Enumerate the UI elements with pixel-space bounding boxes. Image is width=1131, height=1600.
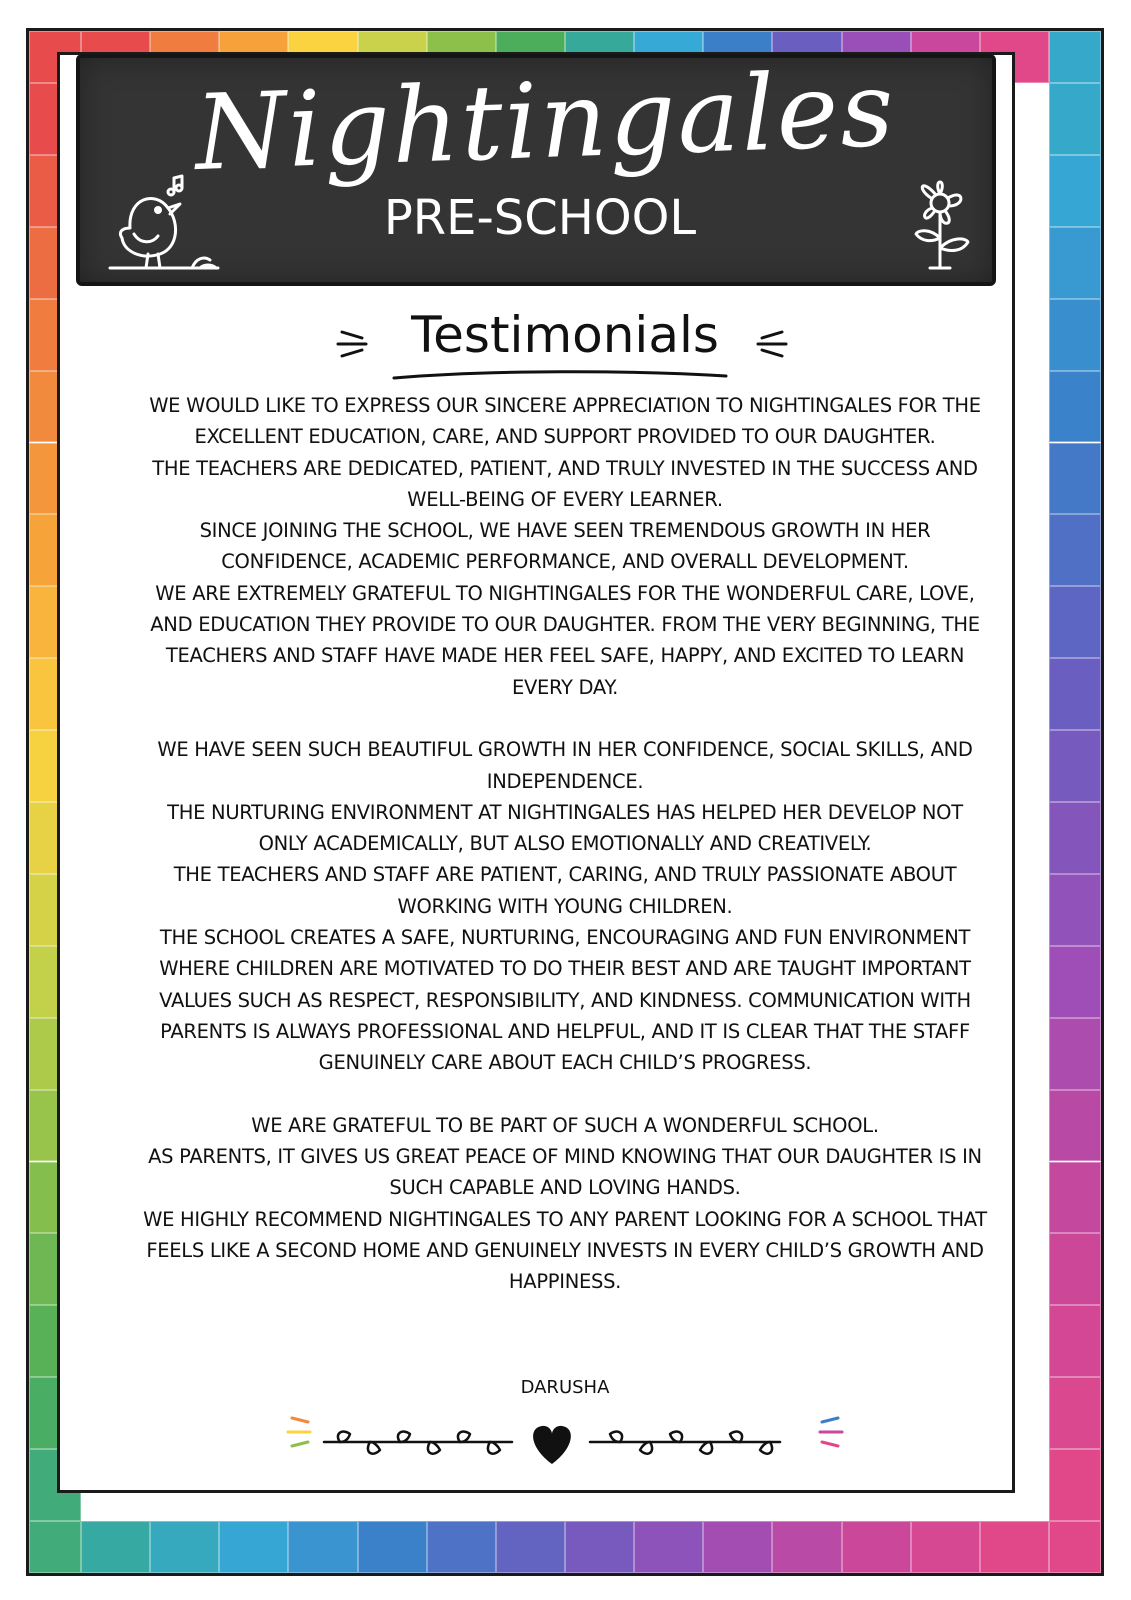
- border-tile: [1049, 83, 1101, 155]
- border-tile: [1049, 1162, 1101, 1234]
- testimonial-paragraph: THE TEACHERS AND STAFF ARE PATIENT, CARING, AND TRULY PASSIONATE ABOUT WORKING WITH YOUNG CHILDREN.: [173, 863, 957, 918]
- border-tile: [358, 1521, 427, 1573]
- border-tile: [288, 1521, 357, 1573]
- border-tile: [1049, 874, 1101, 946]
- testimonial-paragraph: THE NURTURING ENVIRONMENT AT NIGHTINGALES HAS HELPED HER DEVELOP NOT ONLY ACADEMICALLY, BUT ALSO EMOTIONALLY AND CREATIVELY.: [167, 800, 963, 856]
- border-tile: [911, 1521, 980, 1573]
- border-tile: [1049, 586, 1101, 658]
- signature: DARUSHA: [520, 1377, 610, 1398]
- testimonial-paragraph: THE TEACHERS ARE DEDICATED, PATIENT, AND TRULY INVESTED IN THE SUCCESS AND WELL-BEING OF EVERY LEARNER.: [152, 456, 978, 511]
- school-title: Nightingales: [193, 47, 898, 195]
- border-tile: [1049, 1449, 1101, 1521]
- border-tile: [842, 1521, 911, 1573]
- border-tile: [772, 1521, 841, 1573]
- border-tile: [1049, 227, 1101, 299]
- border-tile: [634, 1521, 703, 1573]
- border-tile: [1049, 658, 1101, 730]
- testimonial-paragraph: SINCE JOINING THE SCHOOL, WE HAVE SEEN TREMENDOUS GROWTH IN HER CONFIDENCE, ACADEMIC PERFORMANCE, AND OVERALL DEVELOPMENT.: [199, 519, 931, 574]
- border-tile: [1049, 1521, 1101, 1573]
- border-tile: [1049, 946, 1101, 1018]
- border-tile: [150, 1521, 219, 1573]
- border-tile: [1049, 1090, 1101, 1162]
- testimonial-paragraph: WE WOULD LIKE TO EXPRESS OUR SINCERE APPRECIATION TO NIGHTINGALES FOR THE EXCELLENT EDUCATION, CARE, AND SUPPORT PROVIDED TO OUR DAUGHTER.: [149, 394, 981, 449]
- testimonial-paragraph: WE HIGHLY RECOMMEND NIGHTINGALES TO ANY PARENT LOOKING FOR A SCHOOL THAT FEELS LIKE A SECOND HOME AND GENUINELY INVESTS IN EVERY CHILD’S GROWTH AND HAPPINESS.: [143, 1207, 987, 1294]
- border-tile: [980, 1521, 1049, 1573]
- testimonial-paragraph: THE SCHOOL CREATES A SAFE, NURTURING, ENCOURAGING AND FUN ENVIRONMENT WHERE CHILDREN ARE MOTIVATED TO DO THEIR BEST AND ARE TAUGHT IMPORTANT VALUES SUCH AS RESPECT, RESPONSIBILITY, AND KINDNESS. COMMUNICATION WITH PARENTS IS ALWAYS PROFESSIONAL AND HELPFUL, AND IT IS CLEAR THAT THE STAFF GENUINELY CARE ABOUT EACH CHILD’S PROGRESS.: [159, 926, 971, 1075]
- testimonials-heading-block: [330, 300, 800, 390]
- border-tile: [565, 1521, 634, 1573]
- border-tile: [1049, 443, 1101, 515]
- right-sparkle-icon: [752, 324, 788, 364]
- border-tile: [1049, 299, 1101, 371]
- border-tile: [427, 1521, 496, 1573]
- border-tile: [1049, 371, 1101, 443]
- border-tile: [1049, 31, 1101, 83]
- border-tile: [496, 1521, 565, 1573]
- border-tile: [1049, 1377, 1101, 1449]
- border-tile: [1049, 1018, 1101, 1090]
- chalkboard-banner: [76, 47, 996, 286]
- heart-vine-icon: [280, 1408, 850, 1478]
- border-tile: [1049, 514, 1101, 586]
- testimonial-paragraph: AS PARENTS, IT GIVES US GREAT PEACE OF MIND KNOWING THAT OUR DAUGHTER IS IN SUCH CAPABLE AND LOVING HANDS.: [148, 1145, 982, 1200]
- page-heading: Testimonials: [411, 306, 719, 364]
- testimonial-body: [140, 390, 990, 1298]
- school-subtitle: PRE-SCHOOL: [383, 190, 697, 246]
- border-tile: [1049, 802, 1101, 874]
- testimonial-paragraph: WE ARE EXTREMELY GRATEFUL TO NIGHTINGALES FOR THE WONDERFUL CARE, LOVE, AND EDUCATION THEY PROVIDE TO OUR DAUGHTER. FROM THE VERY BEGINNING, THE TEACHERS AND STAFF HAVE MADE HER FEEL SAFE, HAPPY, AND EXCITED TO LEARN EVERY DAY.: [150, 581, 980, 699]
- border-tile: [703, 1521, 772, 1573]
- testimonial-paragraph: WE HAVE SEEN SUCH BEAUTIFUL GROWTH IN HER CONFIDENCE, SOCIAL SKILLS, AND INDEPENDENCE.: [157, 738, 973, 793]
- border-tile: [219, 1521, 288, 1573]
- border-tile: [1049, 1305, 1101, 1377]
- flower-icon: [890, 168, 990, 278]
- border-tile: [1049, 1233, 1101, 1305]
- border-tile: [1049, 155, 1101, 227]
- border-tile: [81, 1521, 150, 1573]
- border-tile: [1049, 730, 1101, 802]
- border-tile: [29, 1521, 81, 1573]
- heading-underline: [390, 368, 730, 384]
- testimonial-paragraph: WE ARE GRATEFUL TO BE PART OF SUCH A WONDERFUL SCHOOL.: [251, 1113, 879, 1137]
